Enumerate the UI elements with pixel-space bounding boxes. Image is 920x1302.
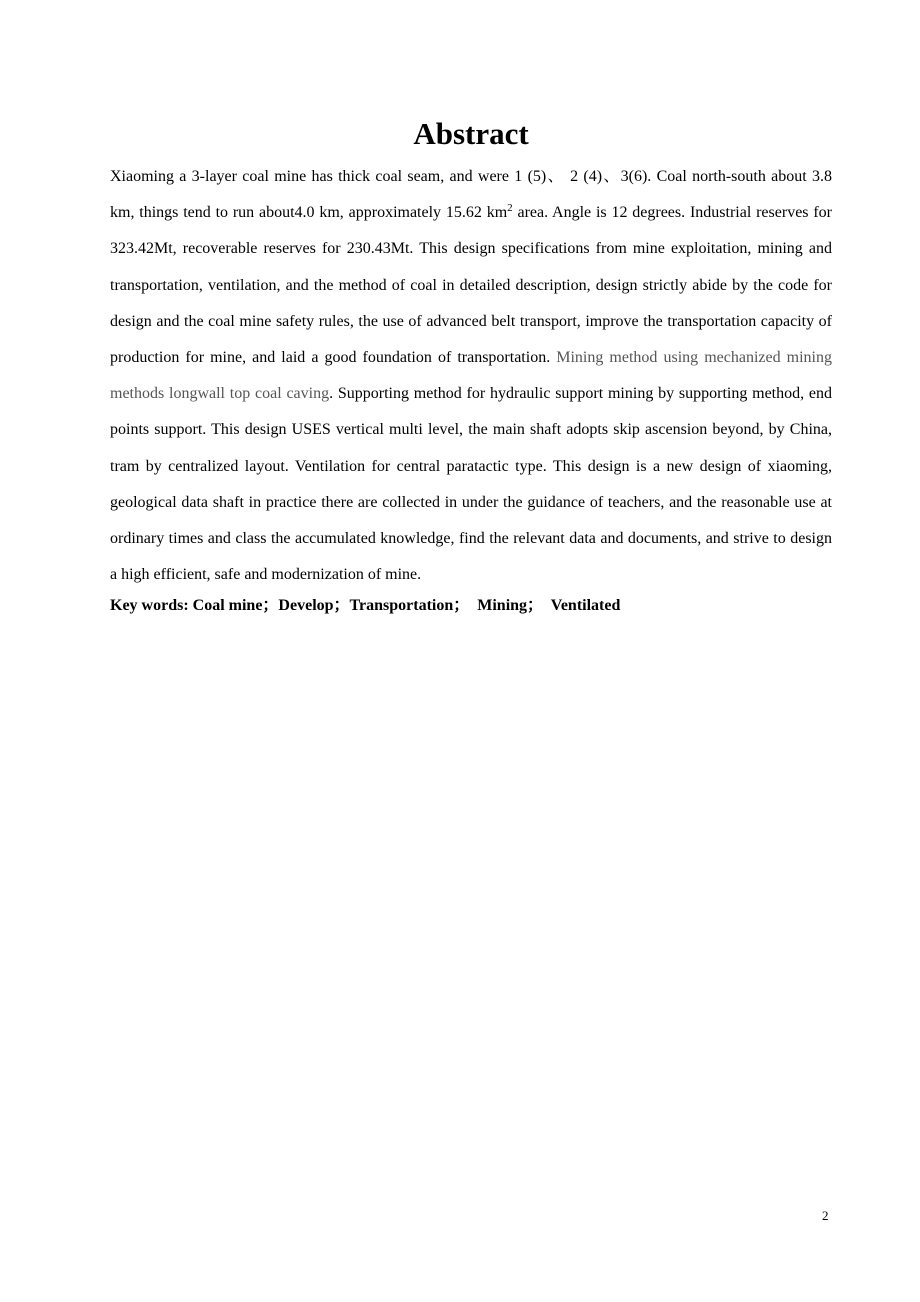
abstract-highlight: Mining method using mechanized mining methods longwall top coal caving	[110, 349, 832, 403]
superscript: 2	[507, 202, 513, 215]
abstract-title: Abstract	[413, 116, 529, 151]
page-content	[110, 112, 832, 619]
page-number: 2	[822, 1208, 829, 1223]
abstract-text-part2: area. Angle is 12 degrees. Industrial reserves for 323.42Mt, recoverable reserves for 230.43Mt. This design specifications from mine exploitation, mining and transportation, ventilation, and the method of coal in detailed description, design strictly abide by the code for design and the coal mine safety rules, the use of advanced belt transport, improve the transportation capacity of production for mine, and laid a good foundation of transportation.	[110, 204, 832, 367]
abstract-body	[110, 159, 832, 593]
abstract-text-part1: Xiaoming a 3-layer coal mine has thick coal seam, and were 1 (5)、 2 (4)、3(6). Coal north-south about 3.8 km, things tend to run about4.0 km, approximately 15.62 km	[110, 168, 832, 222]
abstract-text-part3: . Supporting method for hydraulic support mining by supporting method, end points support. This design USES vertical multi level, the main shaft adopts skip ascension beyond, by China, tram by centralized layout. Ventilation for central paratactic type. This design is a new design of xiaoming, geological data shaft in practice there are collected in under the guidance of teachers, and the reasonable use at ordinary times and class the accumulated knowledge, find the relevant data and documents, and strive to design a high efficient, safe and modernization of mine.	[110, 385, 833, 584]
keywords: Key words: Coal mine；Develop；Transportation； Mining； Ventilated	[110, 597, 621, 615]
